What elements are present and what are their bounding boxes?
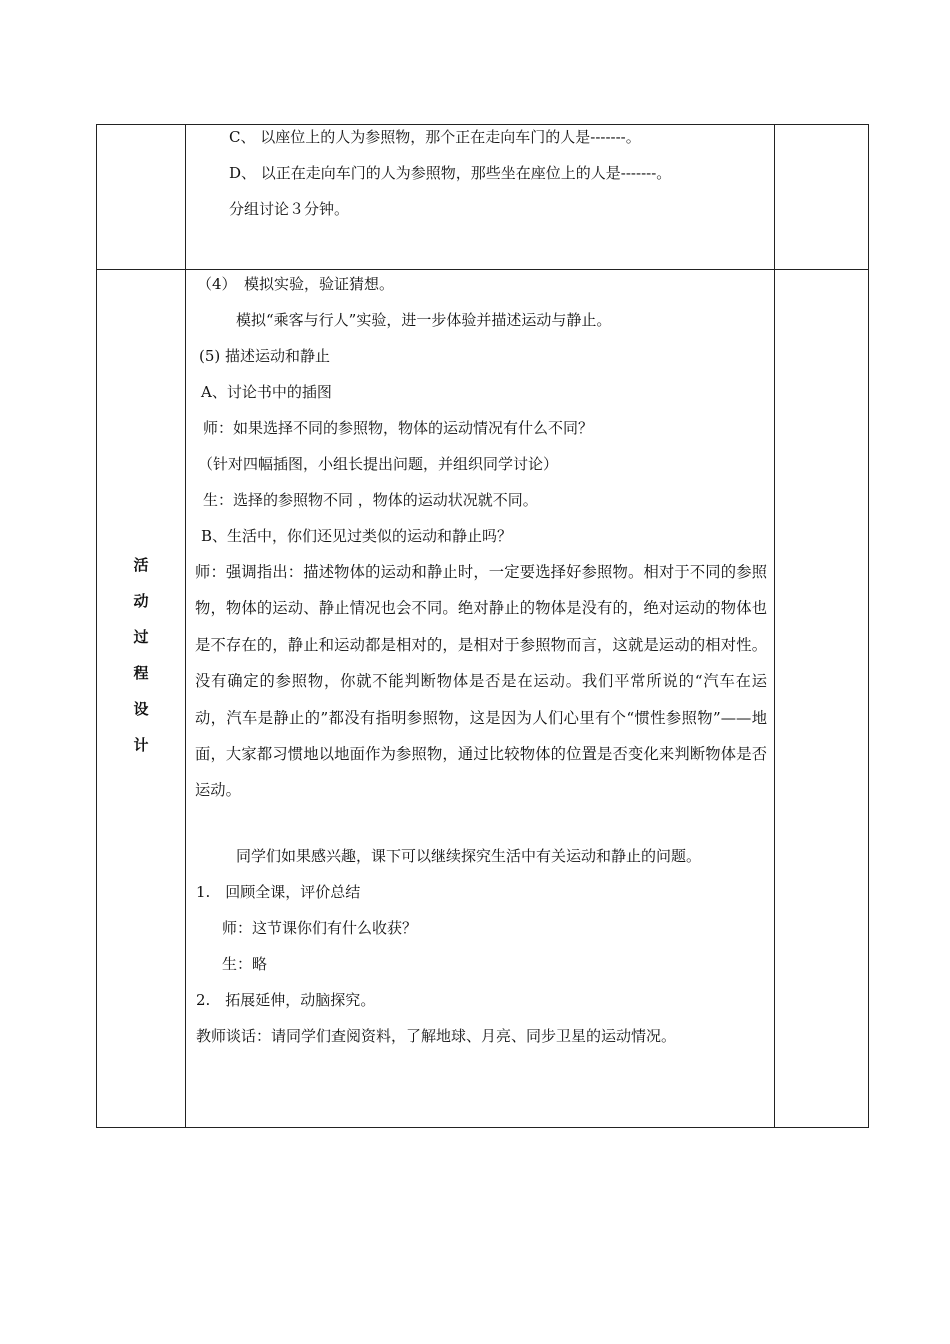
side-label-char: 动 (133, 592, 149, 610)
student-answer: 生：选择的参照物不同 ，物体的运动状况就不同。 (203, 491, 538, 509)
teacher-talk: 教师谈话：请同学们查阅资料，了解地球、月亮、同步卫星的运动情况。 (196, 1027, 677, 1045)
item-a: A、讨论书中的插图 (201, 383, 332, 401)
row-divider (97, 269, 868, 270)
teacher-explanation-paragraph: 师：强调指出：描述物体的运动和静止时，一定要选择好参照物。相对于不同的参照物，物体的运动、静止情况也会不同。绝对静止的物体是没有的，绝对运动的物体也是不存在的，静止和运动都是相对的，是相对于参照物而言，这就是运动的相对性。没有确定的参照物，你就不能判断物体是否是在运动。我们平常所说的“汽车在运动，汽车是静止的”都没有指明参照物，这是因为人们心里有个“惯性参照物”——地面，大家都习惯地以地面作为参照物，通过比较物体的位置是否变化来判断物体是否运动。 (195, 563, 767, 800)
step-4-detail: 模拟“乘客与行人”实验，进一步体验并描述运动与静止。 (236, 311, 612, 329)
teacher-harvest-question: 师：这节课你们有什么收获？ (222, 919, 418, 937)
column-divider-right (774, 125, 775, 1127)
side-label-char: 活 (133, 556, 149, 574)
side-label-char: 过 (133, 628, 149, 646)
item-b: B、生活中，你们还见过类似的运动和静止吗？ (201, 527, 513, 545)
question-c: C、 以座位上的人为参照物，那个正在走向车门的人是-------。 (229, 128, 641, 146)
student-reply: 生：略 (222, 955, 268, 973)
side-label-char: 程 (133, 664, 149, 682)
column-divider-left (185, 125, 186, 1127)
teacher-question: 师：如果选择不同的参照物，物体的运动情况有什么不同？ (203, 419, 594, 437)
review-heading: 1. 回顾全课，评价总结 (196, 883, 361, 901)
question-d: D、 以正在走向车门的人为参照物，那些坐在座位上的人是-------。 (229, 164, 672, 182)
activity-process-design-label (126, 555, 156, 771)
step-5-heading: (5) 描述运动和静止 (199, 347, 331, 365)
extension-heading: 2. 拓展延伸，动脑探究。 (196, 991, 376, 1009)
step-4-heading: （4） 模拟实验，验证猜想。 (197, 275, 395, 293)
side-label-char: 设 (133, 700, 149, 718)
interest-note: 同学们如果感兴趣，课下可以继续探究生活中有关运动和静止的问题。 (236, 847, 702, 865)
discussion-note: （针对四幅插图，小组长提出问题，并组织同学讨论） (198, 455, 559, 473)
side-label-char: 计 (133, 736, 149, 754)
group-discussion-note: 分组讨论３分钟。 (229, 200, 350, 218)
